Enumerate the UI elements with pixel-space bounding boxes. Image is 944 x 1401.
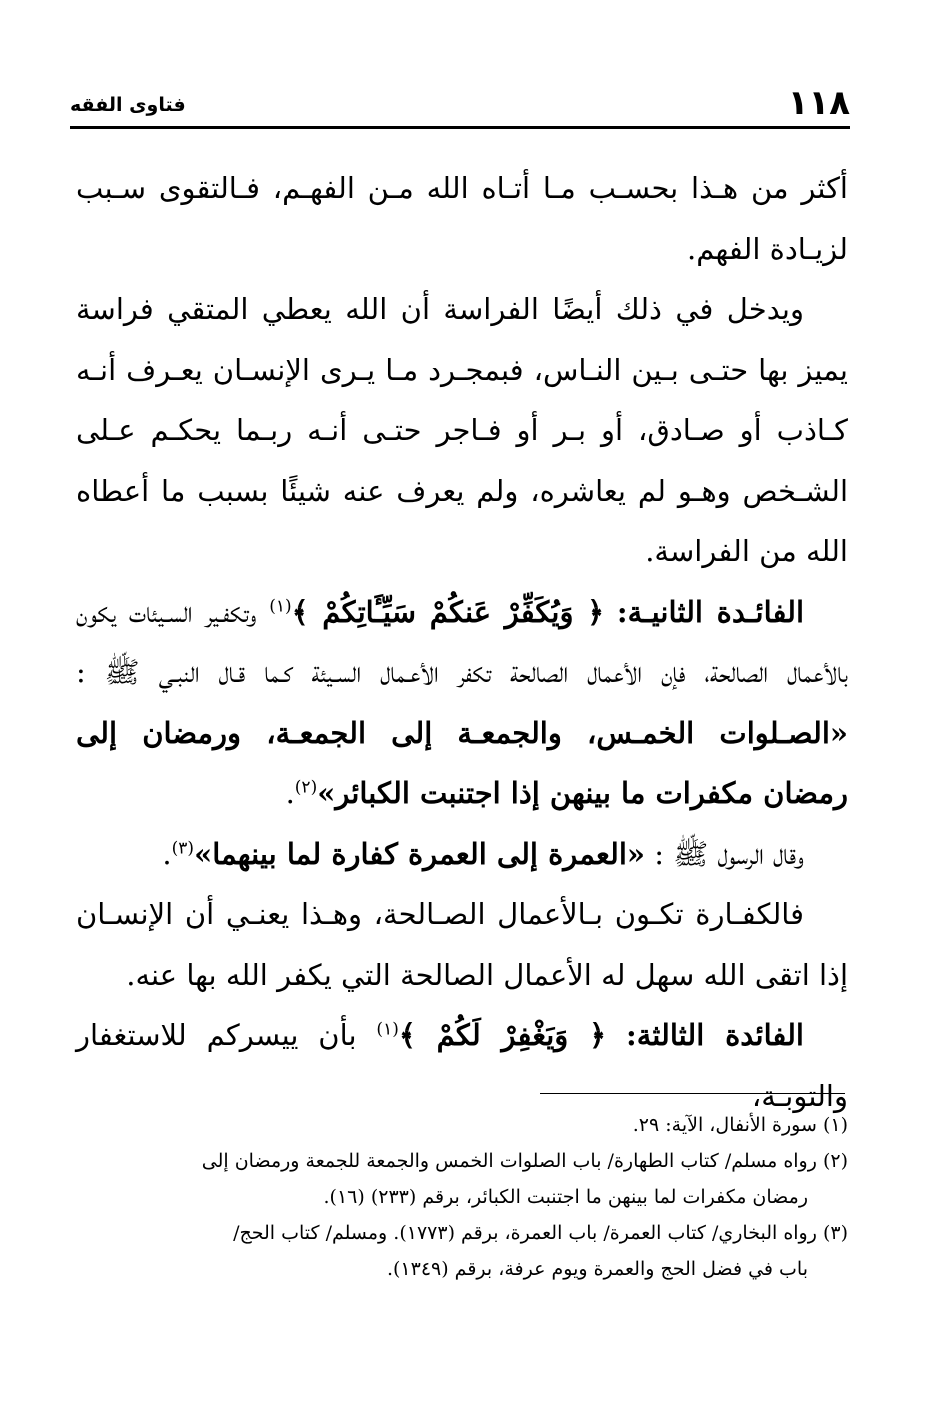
page-number: ١١٨ [787,83,850,123]
paragraph-5-text: فالكفـارة تكـون بـالأعمال الصـالحة، وهـذا يعنـي أن الإنسـان إذا اتقى الله سهل له الأعمال الصالحة التي يكفر الله بها عنه. [76,897,848,992]
footnote-2-line-1: (٢) رواه مسلم/ كتاب الطهارة/ باب الصلوات الخمس والجمعة للجمعة ورمضان إلى [201,1150,848,1172]
paragraph-1-text: أكثر من هـذا بحسـب مـا أتـاه الله مـن الفهـم، فـالتقوى سـبب لزيـادة الفهم. [76,171,848,266]
footnote-3 [76,1215,848,1287]
hadith-1: «الصـلوات الخمـس، والجمعـة إلى الجمعـة، ورمضان إلى رمضان مكفرات ما بينهن إذا اجتنبت الكبائر» [76,715,848,810]
paragraph-2-text: ويدخل في ذلك أيضًا الفراسة أن الله يعطي المتقي فراسة يميز بها حتـى بـين النـاس، فبمجـرد مـا يـرى الإنسـان يعـرف أنـه كـاذب أو صـادق، أو بـر أو فـاجر حتـى أنـه ربـما يحكـم عـلى الشـخص وهـو لم يعاشره، ولم يعرف عنه شيئًا بسبب ما أعطاه الله من الفراسة. [76,292,848,568]
hadith-2: «العمرة إلى العمرة كفارة لما بينهما» [194,836,646,871]
footnote-ref-4: (١) [376,1019,399,1040]
footnote-1 [76,1107,848,1143]
footnote-2 [76,1143,848,1215]
quran-verse-1: ﴿ وَيُكَفِّرْ عَنكُمْ سَيِّـَٔاتِكُمْ ﴾ [291,594,605,629]
footnote-3-line-1: (٣) رواه البخاري/ كتاب العمرة/ باب العمرة، برقم (١٧٧٣). ومسلم/ كتاب الحج/ [233,1222,848,1244]
footnote-separator [540,1093,845,1094]
footnote-ref-3: (٣) [171,837,195,858]
paragraph-3-end: . [285,776,295,810]
paragraph-1 [76,158,848,279]
quran-verse-2: ﴿ وَيَغْفِرْ لَكُمْ ﴾ [398,1018,607,1052]
page-header [70,83,850,126]
header-rule [70,126,850,129]
footnote-ref-2: (٢) [294,777,318,798]
body-text [76,158,848,1126]
second-benefit-label: الفائـدة الثانيـة: [616,594,805,629]
paragraph-6-text: بأن ييسركم للاستغفار والتوبـة، [76,1018,848,1113]
paragraph-3 [76,582,848,824]
paragraph-3-text: وتكفـير السـيئات يكون بالأعمال الصالحة، فإن الأعمال الصالحة تكفر الأعـمال السـيئة كـما قـال النبـي ﷺ : [76,594,848,689]
footnote-1-text: (١) سورة الأنفال، الآية: ٢٩. [632,1114,848,1136]
footnote-3-line-2: باب في فضل الحج والعمرة ويوم عرفة، برقم (١٣٤٩). [386,1258,808,1280]
paragraph-2 [76,279,848,582]
paragraph-5 [76,884,848,1005]
footnote-2-line-2: رمضان مكفرات لما بينهن ما اجتنبت الكبائر، برقم (٢٣٣) (١٦). [323,1186,808,1208]
paragraph-4-text: وقال الرسول ﷺ : [645,836,804,871]
paragraph-4 [76,824,848,885]
paragraph-4-end: . [162,836,172,871]
running-title: فتاوى الفقه [70,94,186,116]
third-benefit-label: الفائدة الثالثة: [626,1018,804,1052]
footnote-ref-1: (١) [269,595,292,616]
footnotes [76,1107,848,1287]
